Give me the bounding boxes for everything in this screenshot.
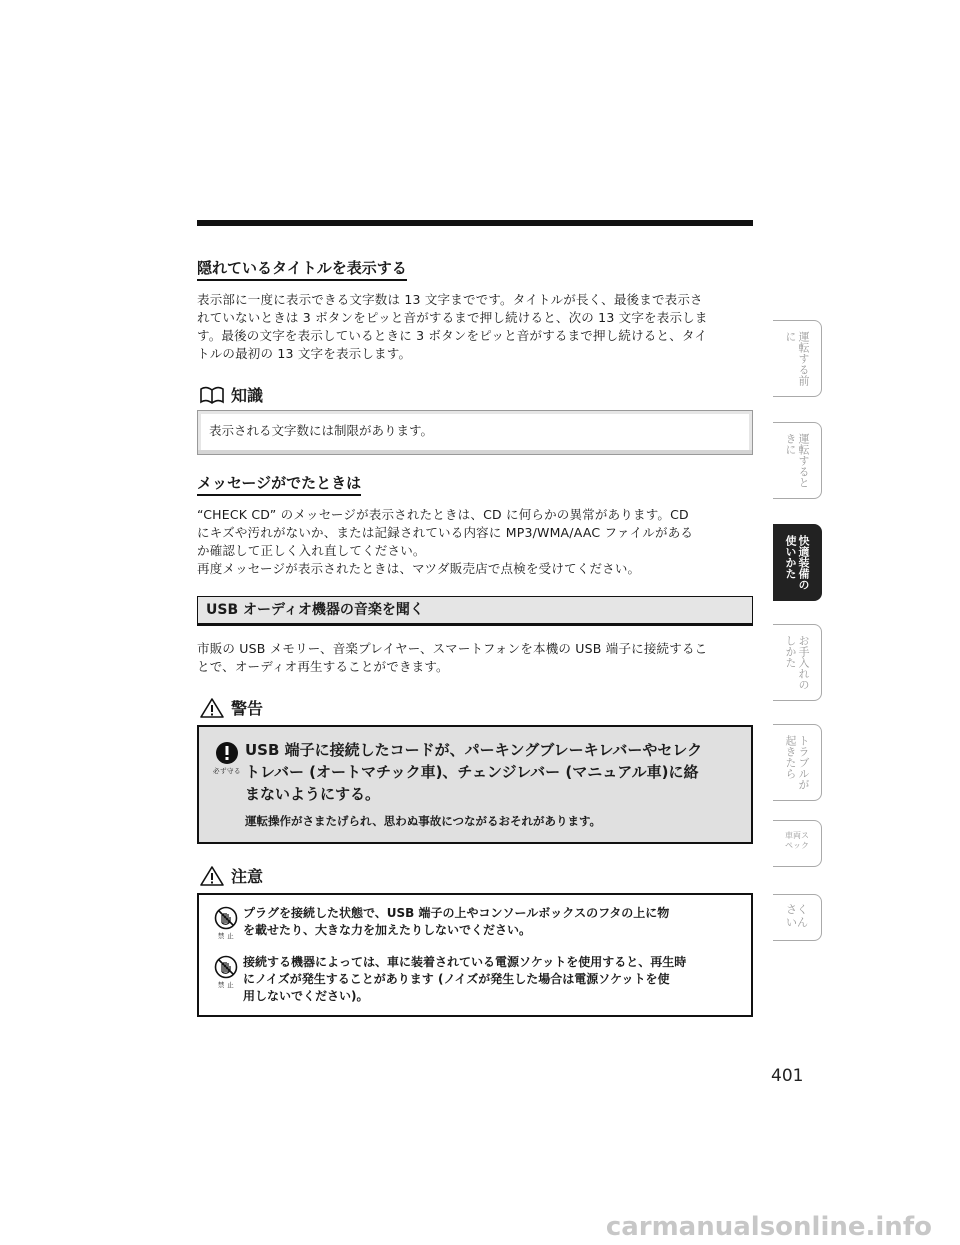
caution-item bbox=[209, 954, 741, 1005]
text-line: にキズや汚れがないか、または記録されている内容に MP3/WMA/AAC ファイルがある bbox=[197, 525, 694, 540]
text-line: まないようにする。 bbox=[245, 785, 381, 803]
knowledge-heading bbox=[199, 383, 753, 406]
paragraph bbox=[197, 640, 753, 676]
section-hidden-title bbox=[197, 258, 753, 363]
text-line: 表示部に一度に表示できる文字数は 13 文字までです。タイトルが長く、最後まで表示さ bbox=[197, 292, 703, 307]
text-line: を載せたり、大きな力を加えたりしないでください。 bbox=[243, 923, 532, 937]
text-line: れていないときは 3 ボタンをピッと音がするまで押し続けると、次の 13 文字を表示しま bbox=[197, 310, 708, 325]
warning-heading bbox=[199, 696, 753, 719]
page-content bbox=[197, 258, 753, 1017]
text-line: USB 端子に接続したコードが、パーキングブレーキレバーやセレク bbox=[245, 741, 703, 759]
paragraph bbox=[197, 506, 753, 578]
warning-box bbox=[197, 725, 753, 844]
tab-label: 運転する前に bbox=[784, 331, 810, 386]
caution-triangle-icon bbox=[199, 865, 225, 887]
top-rule bbox=[197, 220, 753, 226]
tab-label: 車両スペック bbox=[785, 831, 809, 850]
mandatory-symbol bbox=[209, 741, 245, 830]
caution-text bbox=[243, 954, 686, 1005]
tab-label: 快適装備の使いかた bbox=[784, 535, 810, 590]
tab-while-driving[interactable] bbox=[773, 422, 822, 499]
tab-label: さくいん bbox=[786, 903, 808, 929]
text-line: 再度メッセージが表示されたときは、マツダ販売店で点検を受けてください。 bbox=[197, 561, 641, 576]
caution-text bbox=[243, 905, 669, 940]
warning-title bbox=[245, 739, 702, 805]
text-line: とで、オーディオ再生することができます。 bbox=[197, 659, 449, 674]
prohibition-symbol bbox=[209, 906, 243, 940]
warning-text: 運転操作がさまたげられ、思わぬ事故につながるおそれがあります。 bbox=[245, 814, 602, 828]
tab-maintenance[interactable] bbox=[773, 624, 822, 701]
symbol-caption: 必ず守る bbox=[213, 767, 241, 775]
tab-label: 運転するときに bbox=[784, 433, 810, 488]
text-line: プラグを接続した状態で、USB 端子の上やコンソールボックスのフタの上に物 bbox=[243, 906, 670, 920]
section-heading: 隠れているタイトルを表示する bbox=[197, 258, 407, 281]
tab-label: トラブルが起きたら bbox=[784, 735, 810, 790]
no-touch-icon bbox=[214, 955, 238, 979]
knowledge-box: 表示される文字数には制限があります。 bbox=[197, 410, 753, 455]
prohibition-symbol bbox=[209, 955, 243, 1005]
section-message bbox=[197, 473, 753, 578]
tab-trouble[interactable] bbox=[773, 724, 822, 801]
caution-heading bbox=[199, 864, 753, 887]
text-line: 市販の USB メモリー、音楽プレイヤー、スマートフォンを本機の USB 端子に接続するこ bbox=[197, 641, 708, 656]
tab-label: お手入れのしかた bbox=[784, 635, 810, 690]
usb-section-heading: USB オーディオ機器の音楽を聞く bbox=[197, 596, 753, 626]
paragraph bbox=[197, 291, 753, 363]
page-number: 401 bbox=[771, 1066, 804, 1086]
tab-before-driving[interactable] bbox=[773, 320, 822, 397]
tab-specs[interactable] bbox=[773, 820, 822, 867]
text-line: トレバー (オートマチック車)、チェンジレバー (マニュアル車)に絡 bbox=[245, 763, 699, 781]
tab-comfort-equipment[interactable] bbox=[773, 524, 822, 601]
tab-index[interactable] bbox=[773, 894, 822, 941]
text-line: 接続する機器によっては、車に装着されている電源ソケットを使用すると、再生時 bbox=[243, 955, 687, 969]
symbol-caption: 禁 止 bbox=[217, 981, 235, 989]
text-line: 用しないでください)。 bbox=[243, 989, 369, 1003]
text-line: トルの最初の 13 文字を表示します。 bbox=[197, 346, 412, 361]
no-touch-icon bbox=[214, 906, 238, 930]
book-icon bbox=[199, 386, 225, 404]
section-heading: メッセージがでたときは bbox=[197, 473, 361, 496]
text-line: か確認して正しく入れ直してください。 bbox=[197, 543, 426, 558]
caution-box bbox=[197, 893, 753, 1017]
text-line: す。最後の文字を表示しているときに 3 ボタンをピッと音がするまで押し続けると、タイ bbox=[197, 328, 708, 343]
warning-label: 警告 bbox=[231, 699, 264, 718]
warning-content bbox=[245, 739, 702, 830]
text-line: “CHECK CD” のメッセージが表示されたときは、CD に何らかの異常があります。CD bbox=[197, 507, 689, 522]
text-line: にノイズが発生することがあります (ノイズが発生した場合は電源ソケットを使 bbox=[243, 972, 670, 986]
exclamation-circle-icon bbox=[215, 741, 239, 765]
caution-item bbox=[209, 905, 741, 940]
symbol-caption: 禁 止 bbox=[217, 932, 235, 940]
knowledge-label: 知識 bbox=[231, 386, 264, 405]
warning-triangle-icon bbox=[199, 697, 225, 719]
watermark bbox=[0, 1212, 960, 1242]
caution-label: 注意 bbox=[231, 867, 264, 886]
watermark-text: carmanualsonline.info bbox=[605, 1212, 932, 1242]
